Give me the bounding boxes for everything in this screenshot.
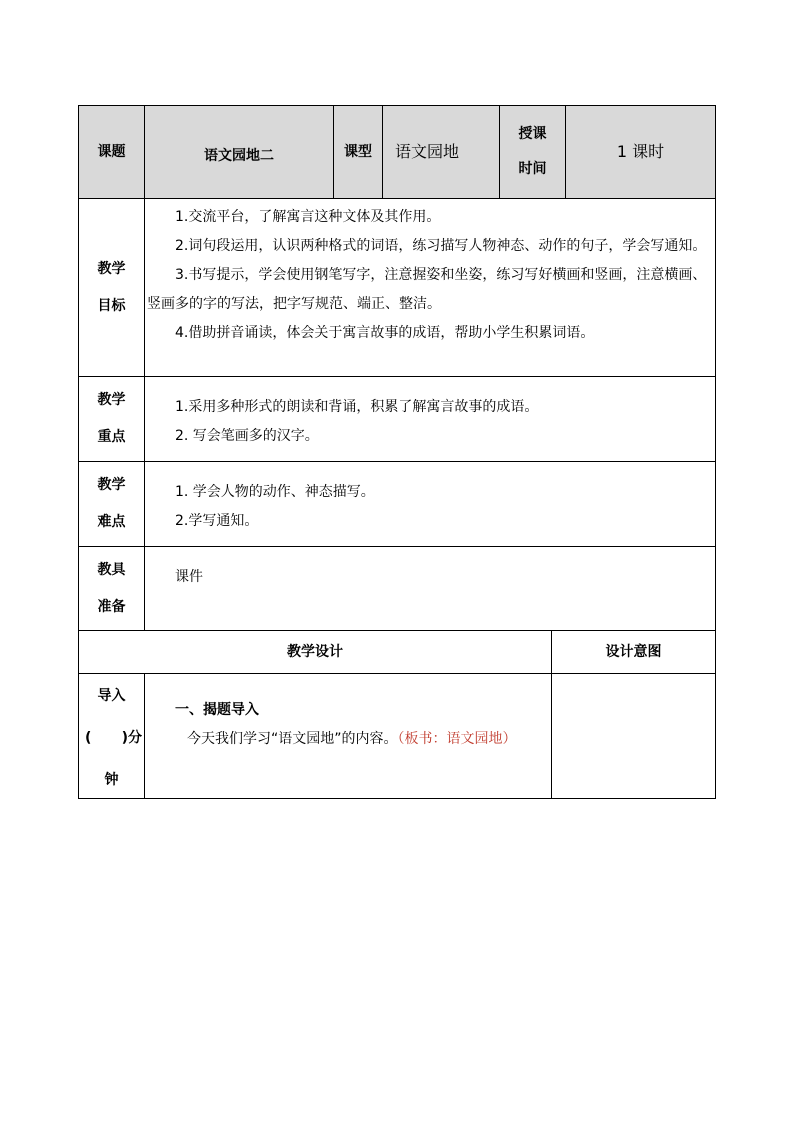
lesson-type-value: 语文园地 (382, 105, 500, 199)
column-header-design-intent: 设计意图 (551, 630, 716, 674)
goal-item: 1.交流平台，了解寓言这种文体及其作用。 (175, 209, 441, 225)
difficulty-item: 2.学写通知。 (175, 513, 259, 529)
materials-content (144, 546, 716, 631)
key-point-item: 1.采用多种形式的朗读和背诵，积累了解寓言故事的成语。 (175, 399, 539, 415)
label-materials: 教具 准备 (78, 546, 145, 631)
class-time-value: 1 课时 (565, 105, 716, 199)
goal-item: 3.书写提示，学会使用钢笔写字，注意握姿和坐姿，练习写好横画和竖画，注意横画、竖画多的字的写法，把字写规范、端正、整洁。 (147, 267, 707, 312)
label-teaching-goals: 教学 目标 (78, 198, 145, 377)
intro-body: 今天我们学习“语文园地”的内容。（板书：语文园地） (187, 731, 517, 747)
intro-content (144, 673, 552, 799)
column-header-teaching-design: 教学设计 (78, 630, 552, 674)
goal-item: 4.借助拼音诵读，体会关于寓言故事的成语，帮助小学生积累词语。 (175, 325, 595, 341)
key-point-item: 2. 写会笔画多的汉字。 (175, 428, 319, 444)
difficulty-item: 1. 学会人物的动作、神态描写。 (175, 484, 375, 500)
key-points-content (144, 376, 716, 462)
teaching-goals-content (144, 198, 716, 377)
intro-heading: 一、揭题导入 (175, 702, 259, 718)
label-lesson-type: 课型 (333, 105, 383, 199)
label-intro-minutes: 导入 ( )分 钟 (78, 673, 145, 799)
intro-design-intent (551, 673, 716, 799)
topic-value: 语文园地二 (144, 105, 334, 199)
materials-value: 课件 (175, 569, 203, 585)
label-class-time: 授课 时间 (499, 105, 566, 199)
difficulties-content (144, 461, 716, 547)
board-note: （板书：语文园地） (397, 731, 517, 747)
goal-item: 2.词句段运用，认识两种格式的词语，练习描写人物神态、动作的句子，学会写通知。 (175, 238, 707, 254)
label-topic: 课题 (78, 105, 145, 199)
label-key-points: 教学 重点 (78, 376, 145, 462)
label-difficulties: 教学 难点 (78, 461, 145, 547)
